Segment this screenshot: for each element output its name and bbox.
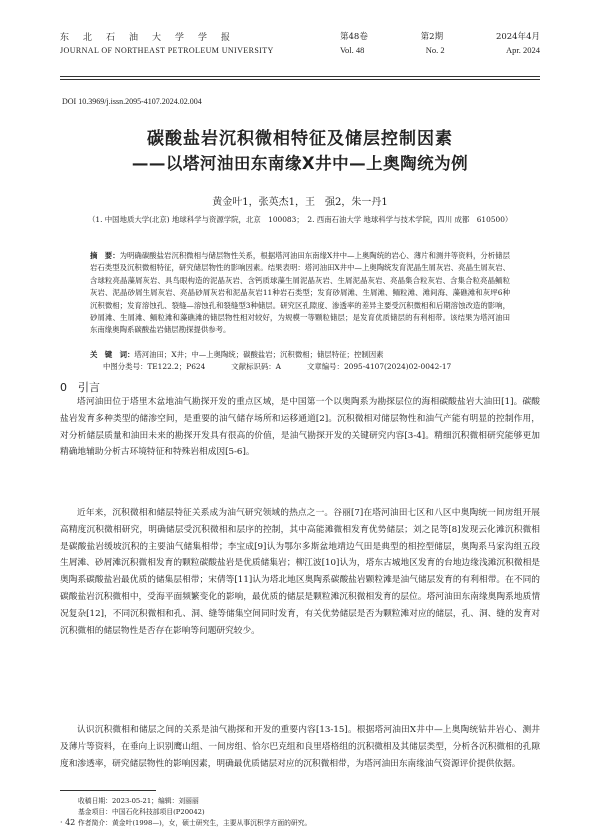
issue-info-en	[340, 45, 540, 55]
footnote-fund: 基金项目：中国石化科技部项目(P20042)	[78, 808, 205, 816]
issue-cn: 第2期	[420, 32, 444, 42]
abstract-label: 摘 要：	[90, 251, 120, 260]
issue-en: No. 2	[425, 45, 445, 55]
authors: 黄金叶1，张英杰1，王 强2，朱一丹1	[212, 197, 388, 208]
clc-number: 中图分类号：TE122.2；P624	[103, 362, 206, 371]
article-number: 文章编号：2095-4107(2024)02-0042-17	[306, 362, 452, 371]
doi: DOI 10.3969/j.issn.2095-4107.2024.02.004	[62, 97, 202, 106]
body-paragraph: 认识沉积微相和储层之间的关系是油气勘探和开发的重要内容[13-15]。根据塔河油田X井中—上奥陶统钻井岩心、测井及薄片等资料，在垂向上识别鹰山组、一间房组、恰尔巴克组和良里塔格组的沉积微相及其储层类型，分析各沉积微相的孔隙度和渗透率，研究储层物性的影响因素，明确最优质储层对应的沉积微相带，为塔河油田东南缘油气资源评价提供依据。	[60, 725, 540, 769]
page-number: · 42 ·	[60, 818, 81, 827]
affiliation: （1. 中国地质大学(北京) 地球科学与资源学院，北京 100083； 2. 西南石油大学 地球科学与技术学院，四川 成都 610500）	[88, 215, 513, 224]
body-paragraph: 近年来，沉积微相和储层特征关系成为油气研究领域的热点之一。谷丽[7]在塔河油田七区和八区中奥陶统一间房组开展高精度沉积微相研究，明确储层受沉积微相和层序的控制，其中高能滩微相发育优势储层；刘之昆等[8]发现云化滩沉积微相是碳酸盐岩缓坡沉积的主要油气储集相带；李宝成[9]认为鄂尔多斯盆地靖边气田是典型的相控型储层，奥陶系马家沟组五段生屑滩、砂屑滩沉积微相发育的颗粒碳酸盐岩是优质储集岩；柳江波[10]认为，塔东古城地区发育的台地边缘浅滩沉积微相是奥陶系碳酸盐岩最优质的储集层相带；宋倩等[11]认为塔北地区奥陶系碳酸盐岩颗粒滩是油气储层发育的有利相带。在不同的碳酸盐岩沉积微相中，受海平面频繁变化的影响，最优质的储层是颗粒滩沉积微相发育的层位。塔河油田东南缘奥陶系地质情况复杂[12]，不同沉积微相和孔、洞、缝等储集空间同时发育，有关优势储层是否为颗粒滩对应的储层，孔、洞、缝的发育对沉积微相的储层物性是否存在影响等问题研究较少。	[60, 508, 540, 636]
volume-en: Vol. 48	[340, 45, 365, 55]
date-en: Apr. 2024	[505, 45, 540, 55]
footnotes	[78, 796, 540, 829]
journal-header	[60, 30, 540, 74]
keywords-text: 塔河油田；X井；中—上奥陶统；碳酸盐岩；沉积微相；储层特征；控制因素	[134, 350, 384, 359]
header-rule-thick	[60, 76, 540, 77]
body-paragraph: 塔河油田位于塔里木盆地油气勘探开发的重点区域，是中国第一个以奥陶系为勘探层位的海相碳酸盐岩大油田[1]。碳酸盐岩发育多种类型的储渗空间，是重要的油气储存场所和运移通道[2]。沉积微相对储层物性和油气产能有明显的控制作用，对分析储层质量和油田未来的勘探开发具有很高的价值，是油气勘探开发的关键研究内容[3-4]。精细沉积微相研究能够更加精确地辅助分析古环境特征和特殊岩相成因[5-6]。	[60, 397, 540, 458]
abstract-text: 为明确碳酸盐岩沉积微相与储层物性关系，根据塔河油田东南缘X井中—上奥陶统的岩心、薄片和测井等资料，分析储层岩石类型及沉积微相特征，研究储层物性的影响因素。结果表明：塔河油田X井中—上奥陶统发育泥晶生屑灰岩、亮晶生屑灰岩、含球粒亮晶藻屑灰岩、具鸟眼构造的泥晶灰岩、含钙质球藻生屑泥晶灰岩、生屑泥晶灰岩、亮晶集合粒灰岩、含集合粒亮晶鲕粒灰岩、泥晶砂屑生屑灰岩、亮晶砂屑灰岩和泥晶灰岩11种岩石类型；发育砂屑滩、生屑滩、鲕粒滩、滩间海、藻礁滩和灰坪6种沉积微相；发育溶蚀孔、裂缝—溶蚀孔和裂缝型3种储层。研究区孔隙度、渗透率的差异主要受沉积微相和后期溶蚀改造的影响，砂屑滩、生屑滩、鲕粒滩和藻礁滩的储层物性相对较好，为规模一等颗粒储层；是发育优质储层的有利相带。该结果为塔河油田东南缘奥陶系碳酸盐岩储层勘探提供参考。	[90, 251, 510, 335]
issue-info-block	[340, 30, 540, 55]
keywords-label: 关 键 词：	[90, 350, 135, 359]
header-rule-thin	[60, 79, 540, 80]
journal-name-block	[60, 30, 360, 55]
keywords	[90, 349, 510, 361]
paper-title-line2: ——以塔河油田东南缘X井中—上奥陶统为例	[131, 154, 469, 173]
classification-line	[103, 361, 510, 372]
journal-name-en: JOURNAL OF NORTHEAST PETROLEUM UNIVERSITY	[60, 46, 274, 55]
journal-name-cn: 东北石油大学学报	[60, 33, 245, 43]
paper-title-line1: 碳酸盐岩沉积微相特征及储层控制因素	[147, 129, 453, 149]
issue-info-cn	[340, 30, 540, 42]
abstract	[90, 250, 510, 337]
section-heading-introduction: 0 引言	[60, 381, 100, 394]
date-cn: 2024年4月	[495, 32, 540, 42]
footnote-rule	[60, 790, 156, 791]
footnote-received: 收稿日期：2023-05-21；编辑：刘丽丽	[78, 797, 199, 805]
footnote-author: 作者简介：黄金叶(1998—)，女，硕士研究生，主要从事沉积学方面的研究。	[78, 819, 312, 827]
document-code: 文献标识码：A	[231, 362, 281, 371]
volume-cn: 第48卷	[340, 32, 368, 42]
